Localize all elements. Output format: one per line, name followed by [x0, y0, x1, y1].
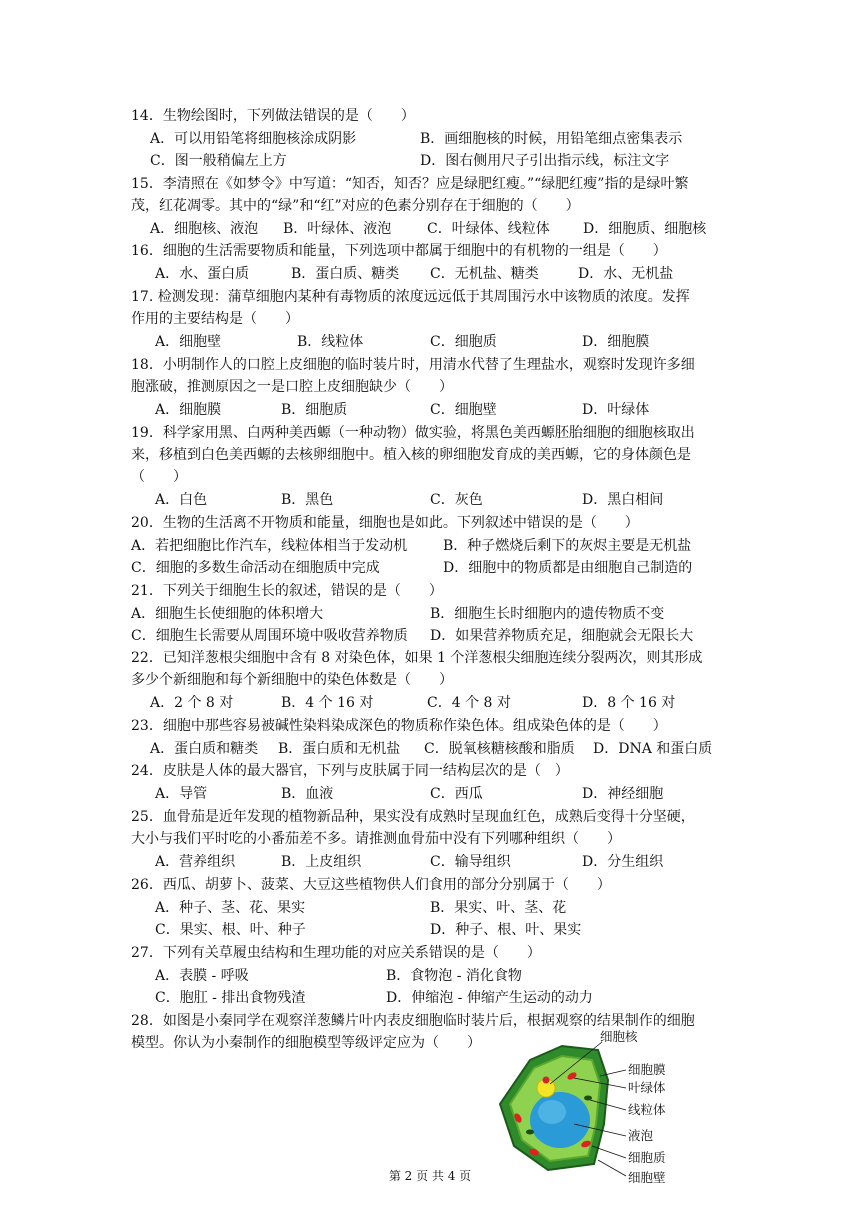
question-14-stem: 14．生物绘图时，下列做法错误的是（ ）	[131, 108, 415, 124]
question-15-option-d: D．细胞质、细胞核	[583, 221, 707, 237]
question-20-stem: 20．生物的生活离不开物质和能量，细胞也是如此。下列叙述中错误的是（ ）	[131, 515, 639, 531]
question-17-option-c: C．细胞质	[430, 334, 497, 350]
question-27-option-a: A．表膜 - 呼吸	[155, 968, 249, 984]
label-cell-wall: 细胞壁	[628, 1170, 666, 1185]
question-19-option-b: B．黑色	[281, 492, 334, 508]
label-vacuole: 液泡	[628, 1128, 654, 1143]
mitochondrion-shape	[584, 1096, 592, 1101]
question-15-stem-line-2: 茂，红花凋零。其中的“绿”和“红”对应的色素分别存在于细胞的（ ）	[131, 198, 580, 214]
question-24-option-a: A．导管	[155, 786, 208, 802]
question-22-option-d: D．8 个 16 对	[582, 695, 676, 711]
label-cytoplasm: 细胞质	[628, 1150, 666, 1165]
nucleolus-shape	[543, 1077, 550, 1084]
question-22-stem-line-2: 多少个新细胞和每个新细胞中的染色体数是（ ）	[131, 672, 453, 688]
question-18-option-d: D．叶绿体	[582, 402, 650, 418]
question-24-option-d: D．神经细胞	[582, 786, 664, 802]
question-26-option-b: B．果实、叶、茎、花	[430, 900, 567, 916]
question-18-option-b: B．细胞质	[281, 402, 348, 418]
cell-model-diagram	[490, 1028, 710, 1188]
question-28-stem-line-1: 28．如图是小秦同学在观察洋葱鳞片叶内表皮细胞临时装片后，根据观察的结果制作的细胞	[131, 1013, 695, 1029]
question-18-option-a: A．细胞膜	[155, 402, 222, 418]
question-28-stem-line-2: 模型。你认为小秦制作的细胞模型等级评定应为（ ）	[131, 1035, 481, 1051]
question-27-option-b: B．食物泡 - 消化食物	[386, 968, 522, 984]
question-14-option-b: B．画细胞核的时候，用铅笔细点密集表示	[420, 131, 683, 147]
question-18-stem-line-1: 18．小明制作人的口腔上皮细胞的临时装片时，用清水代替了生理盐水，观察时发现许多细	[131, 357, 695, 373]
question-16-option-b: B．蛋白质、糖类	[291, 266, 400, 282]
label-mitochondria: 线粒体	[628, 1102, 666, 1117]
question-21-option-c: C．细胞生长需要从周围环境中吸收营养物质	[131, 628, 408, 644]
question-22-option-b: B．4 个 16 对	[281, 695, 374, 711]
question-16-option-a: A．水、蛋白质	[155, 266, 250, 282]
question-22-option-c: C．4 个 8 对	[427, 695, 511, 711]
question-15-option-b: B．叶绿体、液泡	[283, 221, 392, 237]
question-25-option-b: B．上皮组织	[281, 854, 362, 870]
question-16-option-d: D．水、无机盐	[578, 266, 674, 282]
question-25-option-c: C．输导组织	[430, 854, 511, 870]
question-27-stem: 27．下列有关草履虫结构和生理功能的对应关系错误的是（ ）	[131, 945, 541, 961]
question-27-option-d: D．伸缩泡 - 伸缩产生运动的动力	[386, 990, 593, 1006]
question-17-option-b: B．线粒体	[297, 334, 364, 350]
question-15-option-a: A．细胞核、液泡	[150, 221, 259, 237]
question-22-option-a: A．2 个 8 对	[150, 695, 234, 711]
question-20-option-a: A．若把细胞比作汽车，线粒体相当于发动机	[131, 538, 408, 554]
question-20-option-c: C．细胞的多数生命活动在细胞质中完成	[131, 560, 380, 576]
question-21-stem: 21．下列关于细胞生长的叙述，错误的是（ ）	[131, 583, 443, 599]
question-19-option-a: A．白色	[155, 492, 208, 508]
question-25-option-d: D．分生组织	[582, 854, 664, 870]
question-14-option-c: C．图一般稍偏左上方	[150, 153, 287, 169]
question-26-stem: 26．西瓜、胡萝卜、菠菜、大豆这些植物供人们食用的部分分别属于（ ）	[131, 877, 611, 893]
question-20-option-b: B．种子燃烧后剩下的灰烬主要是无机盐	[443, 538, 692, 554]
question-24-stem: 24．皮肤是人体的最大器官，下列与皮肤属于同一结构层次的是（ ）	[131, 763, 569, 779]
question-23-option-c: C．脱氧核糖核酸和脂质	[424, 741, 575, 757]
question-15-option-c: C．叶绿体、线粒体	[427, 221, 550, 237]
mitochondrion-shape	[526, 1130, 534, 1135]
question-17-stem-line-2: 作用的主要结构是（ ）	[131, 311, 299, 327]
question-24-option-b: B．血液	[281, 786, 334, 802]
question-18-option-c: C．细胞壁	[430, 402, 497, 418]
question-16-stem: 16．细胞的生活需要物质和能量，下列选项中都属于细胞中的有机物的一组是（ ）	[131, 243, 667, 259]
question-23-stem: 23．细胞中那些容易被碱性染料染成深色的物质称作染色体。组成染色体的是（ ）	[131, 718, 667, 734]
question-27-option-c: C．胞肛 - 排出食物残渣	[155, 990, 306, 1006]
question-17-option-d: D．细胞膜	[582, 334, 650, 350]
page-footer: 第 2 页 共 4 页	[388, 1169, 472, 1183]
question-23-option-b: B．蛋白质和无机盐	[278, 741, 401, 757]
question-21-option-d: D．如果营养物质充足，细胞就会无限长大	[430, 628, 694, 644]
question-22-stem-line-1: 22．已知洋葱根尖细胞中含有 8 对染色体，如果 1 个洋葱根尖细胞连续分裂两次，则其形成	[131, 650, 703, 666]
question-16-option-c: C．无机盐、糖类	[430, 266, 539, 282]
question-25-option-a: A．营养组织	[155, 854, 236, 870]
question-26-option-c: C．果实、根、叶、种子	[155, 922, 306, 938]
question-23-option-d: D．DNA 和蛋白质	[593, 741, 713, 757]
label-nucleus: 细胞核	[600, 1029, 638, 1044]
question-24-option-c: C．西瓜	[430, 786, 483, 802]
question-26-option-d: D．种子、根、叶、果实	[430, 922, 582, 938]
question-25-stem-line-1: 25．血骨茄是近年发现的植物新品种，果实没有成熟时呈现血红色，成熟后变得十分坚硬，	[131, 809, 695, 825]
question-17-option-a: A．细胞壁	[155, 334, 222, 350]
question-23-option-a: A．蛋白质和糖类	[150, 741, 259, 757]
question-21-option-b: B．细胞生长时细胞内的遗传物质不变	[430, 606, 665, 622]
question-21-option-a: A．细胞生长使细胞的体积增大	[131, 606, 324, 622]
label-chloroplast: 叶绿体	[628, 1080, 666, 1095]
question-19-stem-line-3: （ ）	[131, 469, 187, 485]
question-19-stem-line-2: 来，移植到白色美西螈的去核卵细胞中。植入核的卵细胞发育成的美西螈，它的身体颜色是	[131, 447, 691, 463]
vacuole-highlight	[538, 1100, 566, 1124]
question-14-option-d: D．图右侧用尺子引出指示线，标注文字	[420, 153, 670, 169]
question-19-option-d: D．黑白相间	[582, 492, 664, 508]
question-19-option-c: C．灰色	[430, 492, 483, 508]
question-18-stem-line-2: 胞涨破，推测原因之一是口腔上皮细胞缺少（ ）	[131, 379, 453, 395]
label-cell-membrane: 细胞膜	[628, 1062, 666, 1077]
question-15-stem-line-1: 15．李清照在《如梦令》中写道：“知否，知否？应是绿肥红瘦。”“绿肥红瘦”指的是绿叶繁	[131, 176, 689, 192]
question-25-stem-line-2: 大小与我们平时吃的小番茄差不多。请推测血骨茄中没有下列哪种组织（ ）	[131, 831, 621, 847]
question-14-option-a: A．可以用铅笔将细胞核涂成阴影	[150, 131, 357, 147]
question-26-option-a: A．种子、茎、花、果实	[155, 900, 306, 916]
question-17-stem-line-1: 17. 检测发现：蒲草细胞内某种有毒物质的浓度远远低于其周围污水中该物质的浓度。发挥	[131, 289, 690, 305]
question-19-stem-line-1: 19．科学家用黑、白两种美西螈（一种动物）做实验，将黑色美西螈胚胎细胞的细胞核取出	[131, 425, 695, 441]
question-20-option-d: D．细胞中的物质都是由细胞自己制造的	[443, 560, 693, 576]
